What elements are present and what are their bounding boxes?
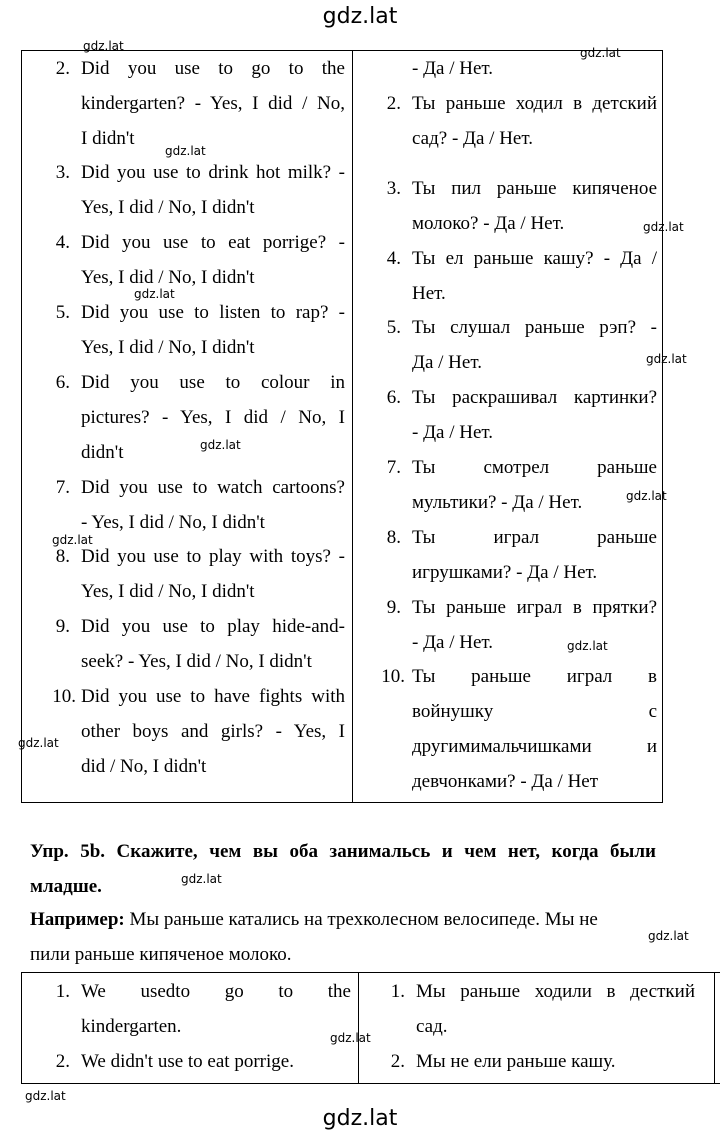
example-paragraph: Например: Мы раньше катались на трехколесном велосипеде. Мы не пили раньше кипяченое молоко. — [30, 909, 598, 965]
site-title: gdz.lat — [322, 4, 398, 29]
answer-table — [21, 972, 720, 1084]
watermark: gdz.lat — [567, 639, 608, 653]
watermark: gdz.lat — [181, 872, 222, 886]
example-label: Например: — [30, 909, 125, 930]
watermark: gdz.lat — [646, 352, 687, 366]
watermark: gdz.lat — [25, 1089, 66, 1103]
watermark: gdz.lat — [52, 533, 93, 547]
watermark: gdz.lat — [200, 438, 241, 452]
watermark: gdz.lat — [626, 489, 667, 503]
watermark: gdz.lat — [648, 929, 689, 943]
watermark: gdz.lat — [643, 220, 684, 234]
english-column: 2. Did you use to go to the kindergarten? - Yes, I did / No, I didn't 3. Did you use to drink hot milk? - Yes, I did / No, I didn't 4. Did you use to eat porrige? - Yes, I did / No, I didn't 5. Did you use to listen to rap? - Yes, I did / No, I didn't 6. Did you use to colour in pictures? - Yes, I did / No, I didn't 7. Did you use to watch cartoons? - Yes, I did / No, I didn't 8. Did you use to play with toys? - Yes, I did / No, I didn't 9. Did you use to play hide-and- seek? - Yes, I did / No, I didn't 10. Did you use to have fights with other boys and girls? - Yes, I did / No, I didn't — [52, 58, 345, 777]
exercise-heading: Упр. 5b. Скажите, чем вы оба занимальсь и чем нет, когда были младше. — [30, 841, 656, 897]
watermark: gdz.lat — [165, 144, 206, 158]
watermark: gdz.lat — [330, 1031, 371, 1045]
column-divider-right — [714, 973, 715, 1083]
english-column: 1. We usedto go to the kindergarten. 2. We didn't use to eat porrige. — [55, 981, 351, 1072]
watermark: gdz.lat — [83, 39, 124, 53]
translation-table — [21, 50, 663, 803]
watermark: gdz.lat — [18, 736, 59, 750]
russian-column: 1. Мы раньше ходили в десткий сад. 2. Мы не ели раньше кашу. — [390, 981, 695, 1072]
russian-column: - Да / Нет. 2. Ты раньше ходил в детский сад? - Да / Нет. 3. Ты пил раньше кипяченое молоко? - Да / Нет. 4. Ты ел раньше кашу? - Да / Нет. 5. Ты слушал раньше рэп? - Да / Нет. 6. Ты раскрашивал картинки? - Да / Нет. 7. Ты смотрел раньше мультики? - Да / Нет. 8. Ты играл раньше игрушками? - Да / Нет. 9. Ты раньше играл в прятки? - Да / Нет. 10. Ты раньше играл в войнушку с другимимальчишками и девчонками? - Да / Нет — [381, 58, 657, 792]
watermark: gdz.lat — [580, 46, 621, 60]
site-footer-title: gdz.lat — [322, 1106, 398, 1131]
watermark: gdz.lat — [134, 287, 175, 301]
